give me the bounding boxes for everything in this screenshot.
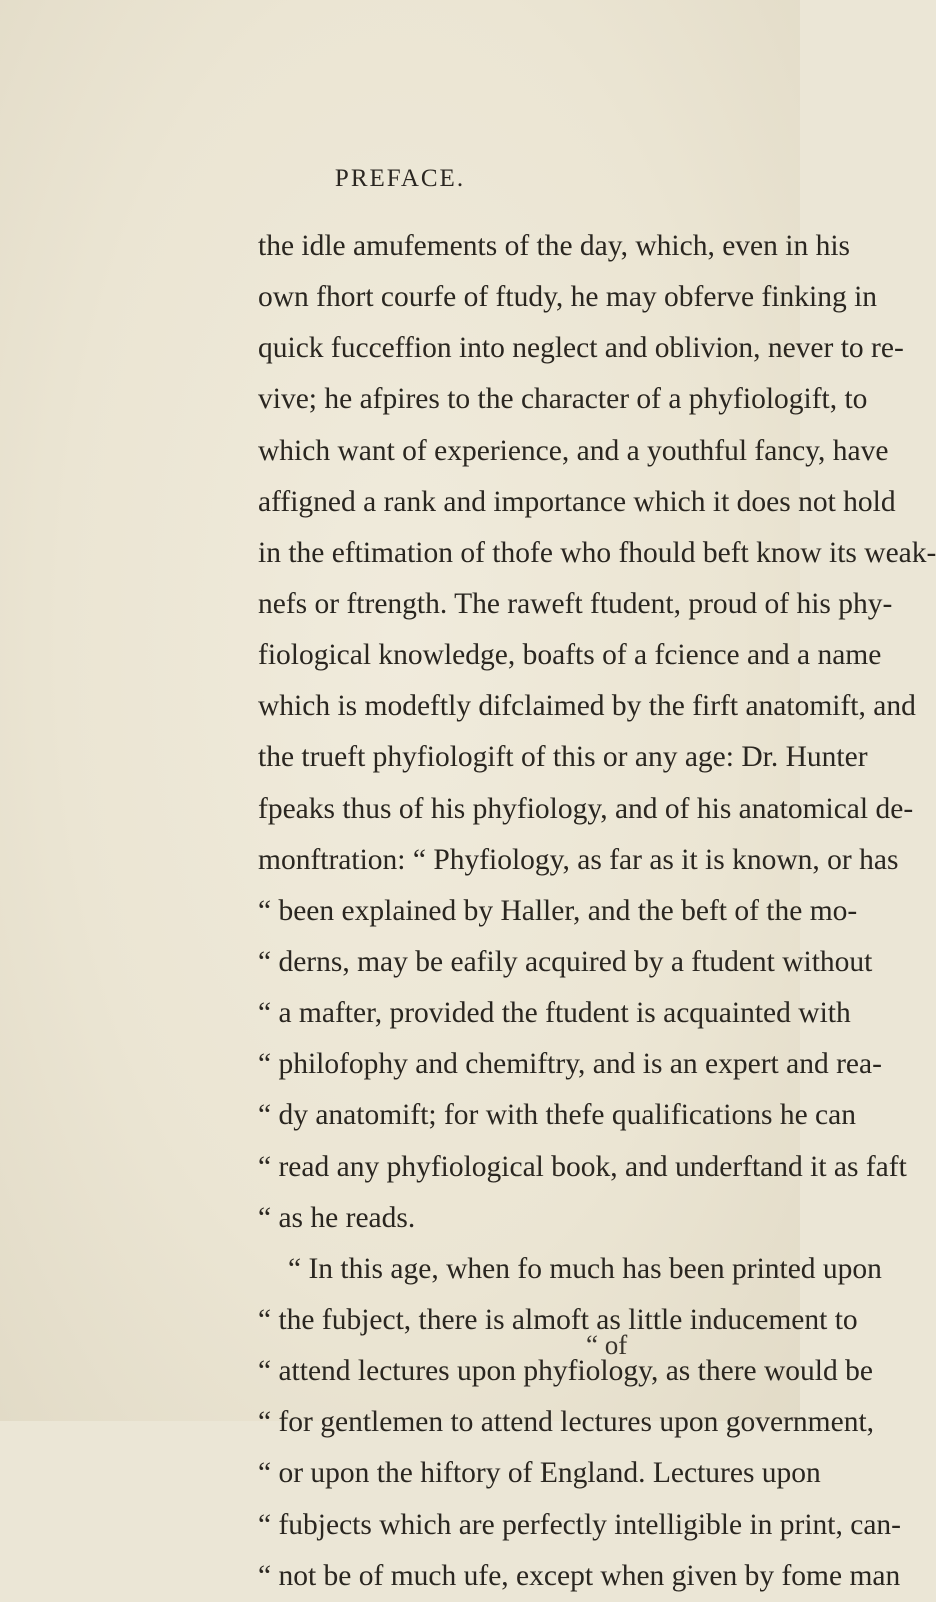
text-line: fiological knowledge, boafts of a fcience and a name [258, 639, 882, 672]
text-line: in the eftimation of thofe who fhould beft know its weak- [258, 536, 936, 569]
text-line: monftration: “ Phyfiology, as far as it is known, or has [258, 843, 899, 876]
text-line: which want of experience, and a youthful fancy, have [258, 434, 889, 467]
text-line: “ derns, may be eafily acquired by a ftudent without [258, 945, 873, 978]
text-line: the idle amufements of the day, which, even in his [258, 230, 851, 262]
running-head: PREFACE. [334, 165, 466, 192]
text-line: “ been explained by Haller, and the beft of the mo- [258, 894, 858, 927]
text-line: nefs or ftrength. The raweft ftudent, proud of his phy- [258, 587, 893, 620]
text-line: vive; he afpires to the character of a phyfiologift, to [258, 383, 868, 416]
text-line: the trueft phyfiologift of this or any age: Dr. Hunter [258, 741, 868, 774]
text-line: “ for gentlemen to attend lectures upon government, [258, 1406, 875, 1439]
text-line: “ as he reads. [258, 1201, 416, 1234]
body-text [258, 221, 936, 1602]
text-line: affigned a rank and importance which it does not hold [258, 485, 896, 518]
text-line: fpeaks thus of his phyfiology, and of his anatomical de- [258, 792, 914, 825]
text-line: quick fucceffion into neglect and oblivion, never to re- [258, 332, 904, 365]
text-line: “ a mafter, provided the ftudent is acquainted with [258, 997, 851, 1030]
text-line: “ or upon the hiftory of England. Lectures upon [258, 1457, 821, 1490]
text-line: “ read any phyfiological book, and underftand it as faft [258, 1150, 907, 1183]
text-line: which is modeftly difclaimed by the firft anatomift, and [258, 690, 916, 723]
text-line: “ attend lectures upon phyfiology, as there would be [258, 1355, 873, 1388]
text-line: “ philofophy and chemiftry, and is an expert and rea- [258, 1048, 882, 1081]
text-line: “ not be of much ufe, except when given by fome man [258, 1559, 901, 1592]
text-line: “ In this age, when fo much has been printed upon [288, 1252, 882, 1285]
text-line: “ the fubject, there is almoft as little inducement to [258, 1303, 858, 1336]
catchword: “ of [586, 1330, 628, 1360]
text-line: “ dy anatomift; for with thefe qualifications he can [258, 1099, 856, 1132]
text-line: own fhort courfe of ftudy, he may obferve finking in [258, 281, 878, 314]
text-line: “ fubjects which are perfectly intelligible in print, can- [258, 1508, 902, 1541]
